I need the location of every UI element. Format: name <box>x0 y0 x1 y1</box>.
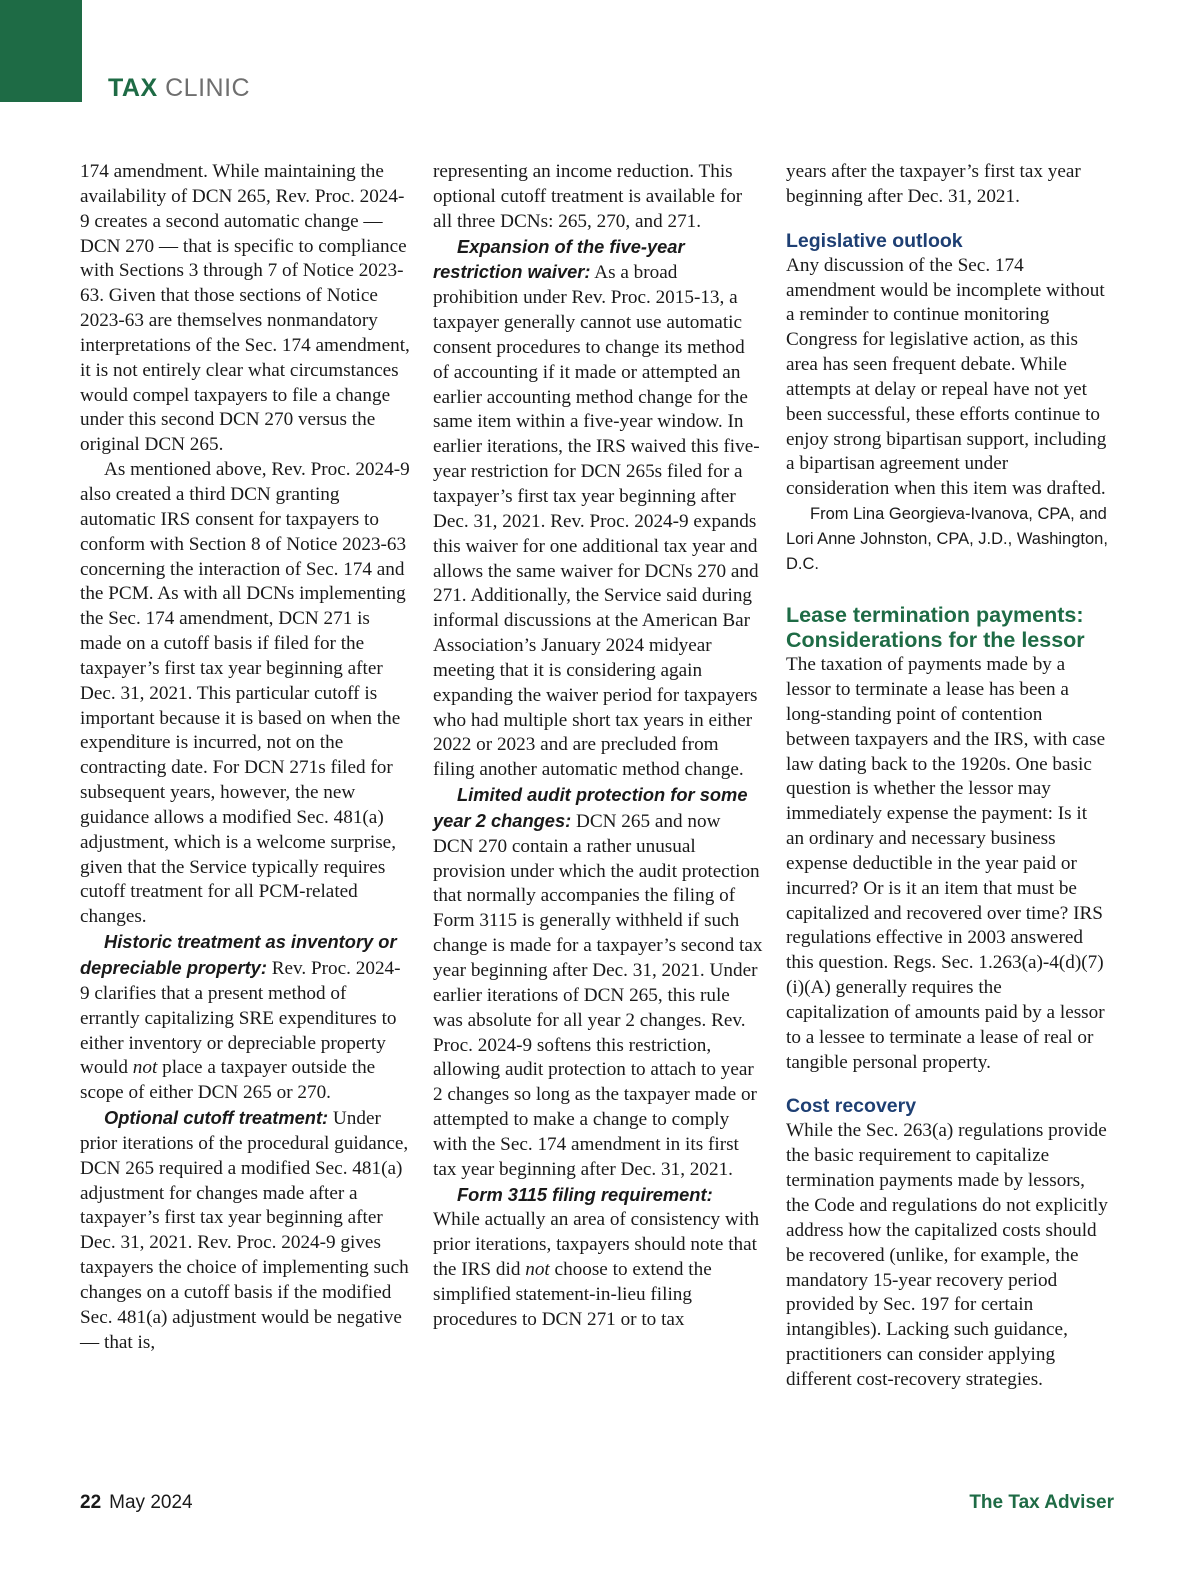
paragraph: Any discussion of the Sec. 174 amendment would be incomplete without a reminder to continue monitoring Congress for legislative action, as this area has seen frequent debate. While attempts at delay or repeal have not yet been successful, these efforts continue to enjoy strong bipartisan support, including a bipartisan agreement under consideration when this item was drafted. <box>786 254 1107 500</box>
emphasis: not <box>132 1057 158 1079</box>
section-label-bold: TAX <box>108 74 158 102</box>
run-in-heading: Optional cutoff treatment: <box>104 1107 329 1129</box>
paragraph: Expansion of the five-year restriction waiver: As a broad prohibition under Rev. Proc. 2015-13, a taxpayer generally cannot use automatic consent procedures to change its method of accounting if it made or attempted an earlier accounting method change for the same item within a five-year window. In earlier iterations, the IRS waived this five-year restriction for DCN 265s filed for a taxpayer’s first tax year beginning after Dec. 31, 2021. Rev. Proc. 2024-9 expands this waiver for one additional tax year and allows the same waiver for DCNs 270 and 271. Additionally, the Service said during informal discussions at the American Bar Association’s January 2024 midyear meeting that it is considering again expanding the waiver period for taxpayers who had multiple short tax years in either 2022 or 2023 and are precluded from filing another automatic method change. <box>433 235 760 781</box>
paragraph: Form 3115 filing requirement: While actually an area of consistency with prior iterations, taxpayers should note that the IRS did not choose to extend the simplified statement-in-lieu filing procedures to DCN 271 or to tax <box>433 1183 760 1330</box>
paragraph: Limited audit protection for some year 2 changes: DCN 265 and now DCN 270 contain a rather unusual provision under which the audit protection that normally accompanies the filing of Form 3115 is generally withheld if such change is made for a taxpayer’s second tax year beginning after Dec. 31, 2021. Under earlier iterations of DCN 265, this rule was absolute for all year 2 changes. Rev. Proc. 2024-9 softens this restriction, allowing audit protection to attach to year 2 changes so long as the taxpayer made or attempted to make a change to comply with the Sec. 174 amendment in its first tax year beginning after Dec. 31, 2021. <box>433 784 763 1180</box>
publication-name: The Tax Adviser <box>969 1492 1114 1513</box>
page-footer-left <box>80 1492 193 1514</box>
article-title-lease-termination: Lease termination payments: Considerations for the lessor <box>786 603 1085 653</box>
section-label-light: CLINIC <box>165 74 251 102</box>
paragraph: years after the taxpayer’s first tax year beginning after Dec. 31, 2021. <box>786 161 1081 207</box>
subheading-legislative-outlook: Legislative outlook <box>786 229 963 252</box>
section-accent-block <box>0 0 82 102</box>
issue-date: May 2024 <box>109 1492 193 1513</box>
paragraph: Optional cutoff treatment: Under prior iterations of the procedural guidance, DCN 265 required a modified Sec. 481(a) adjustment for changes made after a taxpayer’s first tax year beginning after Dec. 31, 2021. Rev. Proc. 2024-9 gives taxpayers the choice of implementing such changes on a cutoff basis if the modified Sec. 481(a) adjustment would be negative — that is, <box>80 1107 409 1353</box>
run-in-heading: Expansion of the five-year restriction waiver: <box>433 235 685 283</box>
run-in-heading: Historic treatment as inventory or depreciable property: <box>80 931 397 978</box>
paragraph: 174 amendment. While maintaining the availability of DCN 265, Rev. Proc. 2024-9 creates a second automatic change — DCN 270 — that is specific to compliance with Sections 3 through 7 of Notice 2023-63. Given that those sections of Notice 2023-63 are themselves nonmandatory interpretations of the Sec. 174 amendment, it is not entirely clear what circumstances would compel taxpayers to file a change under this second DCN 270 versus the original DCN 265. <box>80 161 410 456</box>
article-column-1 <box>80 160 410 1356</box>
paragraph: The taxation of payments made by a lessor to terminate a lease has been a long-standing point of contention between taxpayers and the IRS, with case law dating back to the 1920s. One basic question is whether the lessor may immediately expense the payment: Is it an ordinary and necessary business expense deductible in the year paid or incurred? Or is it an item that must be capitalized and recovered over time? IRS regulations effective in 2003 answered this question. Regs. Sec. 1.263(a)-4(d)(7)(i)(A) generally requires the capitalization of amounts paid by a lessor to a lessee to terminate a lease of real or tangible personal property. <box>786 654 1106 1073</box>
page-number: 22 <box>80 1492 102 1513</box>
paragraph: While the Sec. 263(a) regulations provide the basic requirement to capitalize termination payments made by lessors, the Code and regulations do not explicitly address how the capitalized costs should be recovered (unlike, for example, the mandatory 15-year recovery period provided by Sec. 197 for certain intangibles). Lacking such guidance, practitioners can consider applying different cost-recovery strategies. <box>786 1120 1108 1390</box>
article-column-3 <box>786 160 1108 1393</box>
paragraph: As mentioned above, Rev. Proc. 2024-9 also created a third DCN granting automatic IRS consent for taxpayers to conform with Section 8 of Notice 2023-63 concerning the interaction of Sec. 174 and the PCM. As with all DCNs implementing the Sec. 174 amendment, DCN 271 is made on a cutoff basis if filed for the taxpayer’s first tax year beginning after Dec. 31, 2021. This particular cutoff is important because it is based on when the expenditure is incurred, not on the contracting date. For DCN 271s filed for subsequent years, however, the new guidance allows a modified Sec. 481(a) adjustment, which is a welcome surprise, given that the Service typically requires cutoff treatment for all PCM-related changes. <box>80 459 410 928</box>
author-credit: From Lina Georgieva-Ivanova, CPA, and Lori Anne Johnston, CPA, J.D., Washington, D.C. <box>786 505 1108 574</box>
section-header <box>108 74 250 103</box>
emphasis: not <box>525 1259 550 1281</box>
article-column-2 <box>433 160 763 1333</box>
subheading-cost-recovery: Cost recovery <box>786 1095 917 1118</box>
paragraph: Historic treatment as inventory or depreciable property: Rev. Proc. 2024-9 clarifies that a present method of errantly capitalizing SRE expenditures to either inventory or depreciable property would not place a taxpayer outside the scope of either DCN 265 or 270. <box>80 931 401 1104</box>
run-in-heading: Limited audit protection for some year 2 changes: <box>433 784 748 831</box>
run-in-heading: Form 3115 filing requirement: <box>457 1183 713 1205</box>
paragraph: representing an income reduction. This optional cutoff treatment is available for all three DCNs: 265, 270, and 271. <box>433 161 743 232</box>
